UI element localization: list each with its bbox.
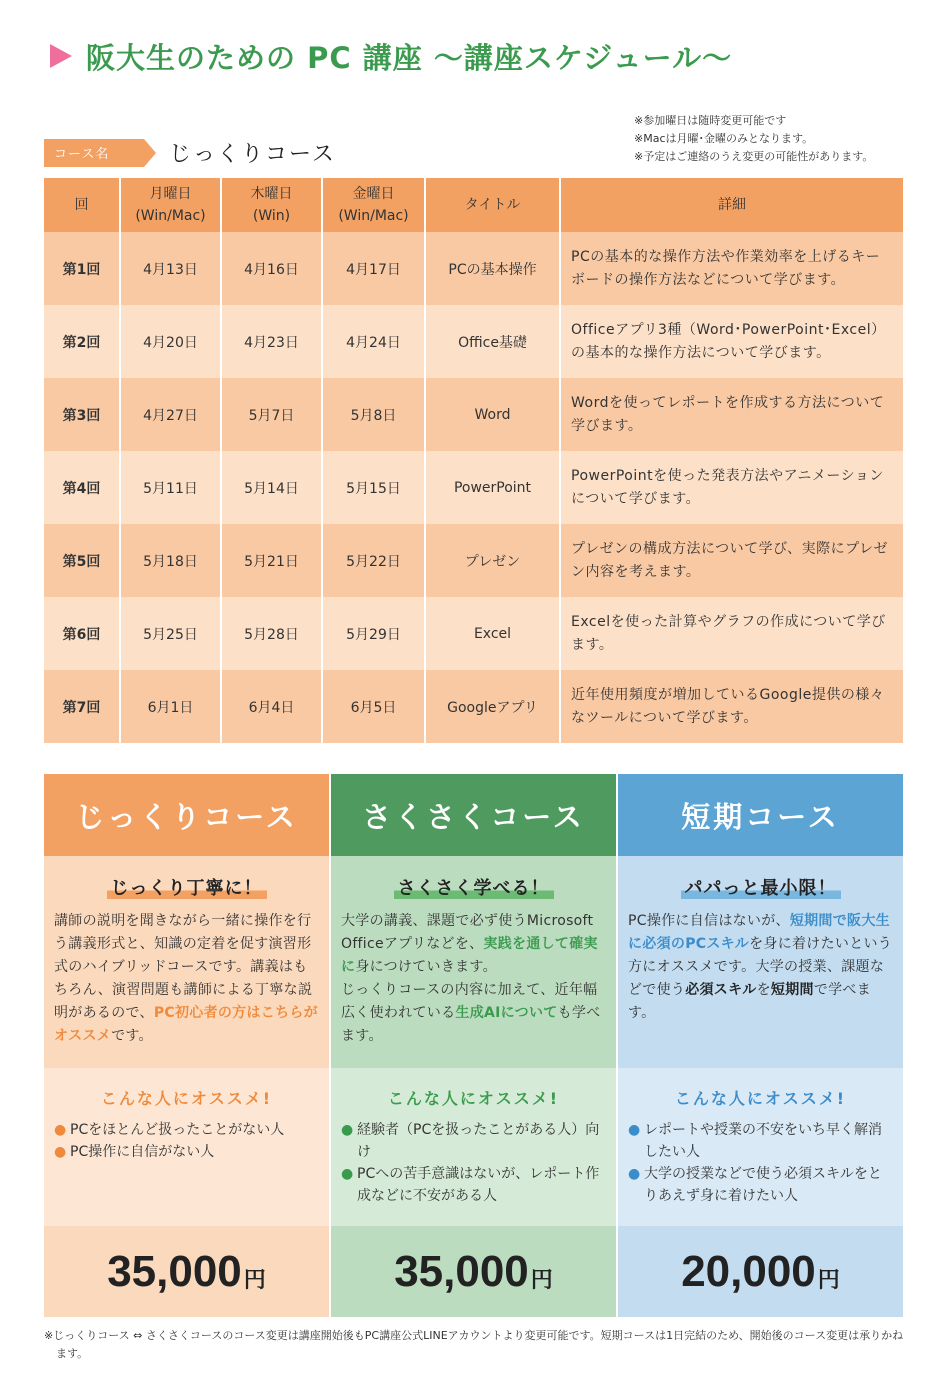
monday-cell: 4月20日 [120, 305, 221, 378]
header-line: (Win) [252, 208, 291, 224]
friday-cell: 5月8日 [322, 378, 425, 451]
card-title: じっくりコース [44, 774, 329, 856]
triangle-icon [50, 44, 72, 68]
thursday-cell: 5月7日 [221, 378, 322, 451]
detail-cell: PCの基本的な操作方法や作業効率を上げるキーボードの操作方法などについて学びます。 [571, 248, 881, 288]
card-body [618, 856, 903, 1068]
catch-text: パパっと最小限！ [681, 878, 841, 899]
header-cell: 回 [44, 178, 120, 232]
course-header [44, 137, 336, 168]
table-row [44, 232, 903, 305]
recommend-box [44, 1068, 329, 1226]
recommend-box [618, 1068, 903, 1226]
price-amount: 35,000 [107, 1246, 242, 1296]
detail-cell: 近年使用頻度が増加しているGoogle提供の様々なツールについて学びます。 [571, 686, 885, 726]
thursday-cell: 5月14日 [221, 451, 322, 524]
detail-cell: Excelを使った計算やグラフの作成について学びます。 [571, 613, 886, 653]
card-jikkuri [44, 774, 331, 1317]
header-line: 月曜日 [149, 186, 192, 202]
table-body [44, 232, 903, 743]
detail-cell: プレゼンの構成方法について学び、実際にプレゼン内容を考えます。 [571, 540, 889, 580]
header-line: (Win/Mac) [135, 208, 206, 224]
session-cell: 第1回 [44, 232, 120, 305]
monday-cell: 4月13日 [120, 232, 221, 305]
catch-text: じっくり丁寧に！ [107, 878, 267, 899]
monday-cell: 4月27日 [120, 378, 221, 451]
card-body [331, 856, 616, 1068]
card-title: さくさくコース [331, 774, 616, 856]
session-cell: 第6回 [44, 597, 120, 670]
monday-cell: 5月25日 [120, 597, 221, 670]
monday-cell: 5月11日 [120, 451, 221, 524]
recommend-item: ● PC操作に自信がない人 [54, 1141, 319, 1163]
session-cell: 第7回 [44, 670, 120, 743]
header-cell [221, 178, 322, 232]
card-description: 大学の講義、課題で必ず使うMicrosoft Officeアプリなどを、実践を通して確実に身につけていきます。 じっくりコースの内容に加えて、近年幅広く使われている生成AIについても学べます。 [341, 913, 601, 1044]
recommend-title: こんな人にオススメ! [100, 1089, 273, 1108]
card-tanki [618, 774, 903, 1317]
session-cell: 第2回 [44, 305, 120, 378]
detail-cell: PowerPointを使った発表方法やアニメーションについて学びます。 [571, 467, 884, 507]
header-cell [322, 178, 425, 232]
recommend-item: ● PCへの苦手意識はないが、レポート作成などに不安がある人 [341, 1163, 606, 1207]
table-row [44, 670, 903, 743]
header-cell: タイトル [425, 178, 560, 232]
table-row [44, 451, 903, 524]
monday-cell: 5月18日 [120, 524, 221, 597]
recommend-item: ● PCをほとんど扱ったことがない人 [54, 1119, 319, 1141]
header-cell [120, 178, 221, 232]
price-unit: 円 [817, 1268, 840, 1293]
card-catch [628, 874, 893, 900]
highlight: 短期間で阪大生に必須のPCスキル [628, 913, 890, 952]
thursday-cell: 5月28日 [221, 597, 322, 670]
page-title: 阪大生のための PC 講座 ～講座スケジュール～ [86, 40, 733, 75]
notes [634, 112, 873, 166]
friday-cell: 4月17日 [322, 232, 425, 305]
title-cell: Office基礎 [425, 305, 560, 378]
card-catch [341, 874, 606, 900]
detail-cell: Wordを使ってレポートを作成する方法について学びます。 [571, 394, 885, 434]
card-body [44, 856, 329, 1068]
price [618, 1226, 903, 1317]
schedule-table [44, 178, 903, 743]
card-sakusaku [331, 774, 618, 1317]
title-cell: PowerPoint [425, 451, 560, 524]
header-line: 木曜日 [250, 186, 293, 202]
highlight: 実践を通して確実に [341, 936, 598, 975]
page-title-row [50, 36, 732, 76]
title-cell: Googleアプリ [425, 670, 560, 743]
recommend-box [331, 1068, 616, 1226]
card-description: PC操作に自信はないが、短期間で阪大生に必須のPCスキルを身に着けたいという方にオススメです。大学の授業、課題などで使う必須スキルを短期間で学べます。 [628, 913, 893, 1021]
thursday-cell: 4月23日 [221, 305, 322, 378]
price-amount: 20,000 [681, 1246, 816, 1296]
monday-cell: 6月1日 [120, 670, 221, 743]
table-row [44, 597, 903, 670]
friday-cell: 5月22日 [322, 524, 425, 597]
title-cell: プレゼン [425, 524, 560, 597]
recommend-item: ● 経験者（PCを扱ったことがある人）向け [341, 1119, 606, 1163]
table-row [44, 524, 903, 597]
recommend-item: ● 大学の授業などで使う必須スキルをとりあえず身に着けたい人 [628, 1163, 893, 1207]
catch-text: さくさく学べる！ [394, 878, 554, 899]
header-line: 金曜日 [352, 186, 395, 202]
title-cell: Excel [425, 597, 560, 670]
card-catch [54, 874, 319, 900]
thursday-cell: 6月4日 [221, 670, 322, 743]
course-cards [44, 774, 903, 1317]
card-title: 短期コース [618, 774, 903, 856]
table-row [44, 378, 903, 451]
session-cell: 第5回 [44, 524, 120, 597]
price-unit: 円 [243, 1268, 266, 1293]
title-cell: PCの基本操作 [425, 232, 560, 305]
price-amount: 35,000 [394, 1246, 529, 1296]
card-description: 講師の説明を聞きながら一緒に操作を行う講義形式と、知識の定着を促す演習形式のハイブリッドコースです。講義はもちろん、演習問題も講師による丁寧な説明があるので、PC初心者の方はこちらがオススメです。 [54, 913, 318, 1044]
note-item: ※Macは月曜･金曜のみとなります。 [634, 132, 814, 145]
table-row [44, 305, 903, 378]
detail-cell: Officeアプリ3種（Word･PowerPoint･Excel）の基本的な操作方法について学びます。 [571, 321, 886, 361]
note-item: ※参加曜日は随時変更可能です [634, 114, 787, 127]
recommend-item: ● レポートや授業の不安をいち早く解消したい人 [628, 1119, 893, 1163]
price [44, 1226, 329, 1317]
recommend-title: こんな人にオススメ! [387, 1089, 560, 1108]
header-cell: 詳細 [718, 197, 746, 213]
price [331, 1226, 616, 1317]
footnote: ※じっくりコース ⇔ さくさくコースのコース変更は講座開始後もPC講座公式LINEアカウントより変更可能です。短期コースは1日完結のため、開始後のコース変更は承りかねます。 [44, 1329, 904, 1360]
title-cell: Word [425, 378, 560, 451]
highlight: 生成AIについて [455, 1005, 558, 1021]
course-name: じっくりコース [169, 142, 336, 167]
table-header-row [44, 178, 903, 232]
thursday-cell: 4月16日 [221, 232, 322, 305]
thursday-cell: 5月21日 [221, 524, 322, 597]
friday-cell: 5月29日 [322, 597, 425, 670]
session-cell: 第4回 [44, 451, 120, 524]
highlight: PC初心者の方はこちらがオススメ [54, 1005, 318, 1044]
course-tag: コース名 [44, 139, 144, 167]
note-item: ※予定はご連絡のうえ変更の可能性があります。 [634, 150, 874, 163]
friday-cell: 5月15日 [322, 451, 425, 524]
friday-cell: 6月5日 [322, 670, 425, 743]
recommend-title: こんな人にオススメ! [674, 1089, 847, 1108]
header-line: (Win/Mac) [338, 208, 409, 224]
session-cell: 第3回 [44, 378, 120, 451]
friday-cell: 4月24日 [322, 305, 425, 378]
price-unit: 円 [530, 1268, 553, 1293]
